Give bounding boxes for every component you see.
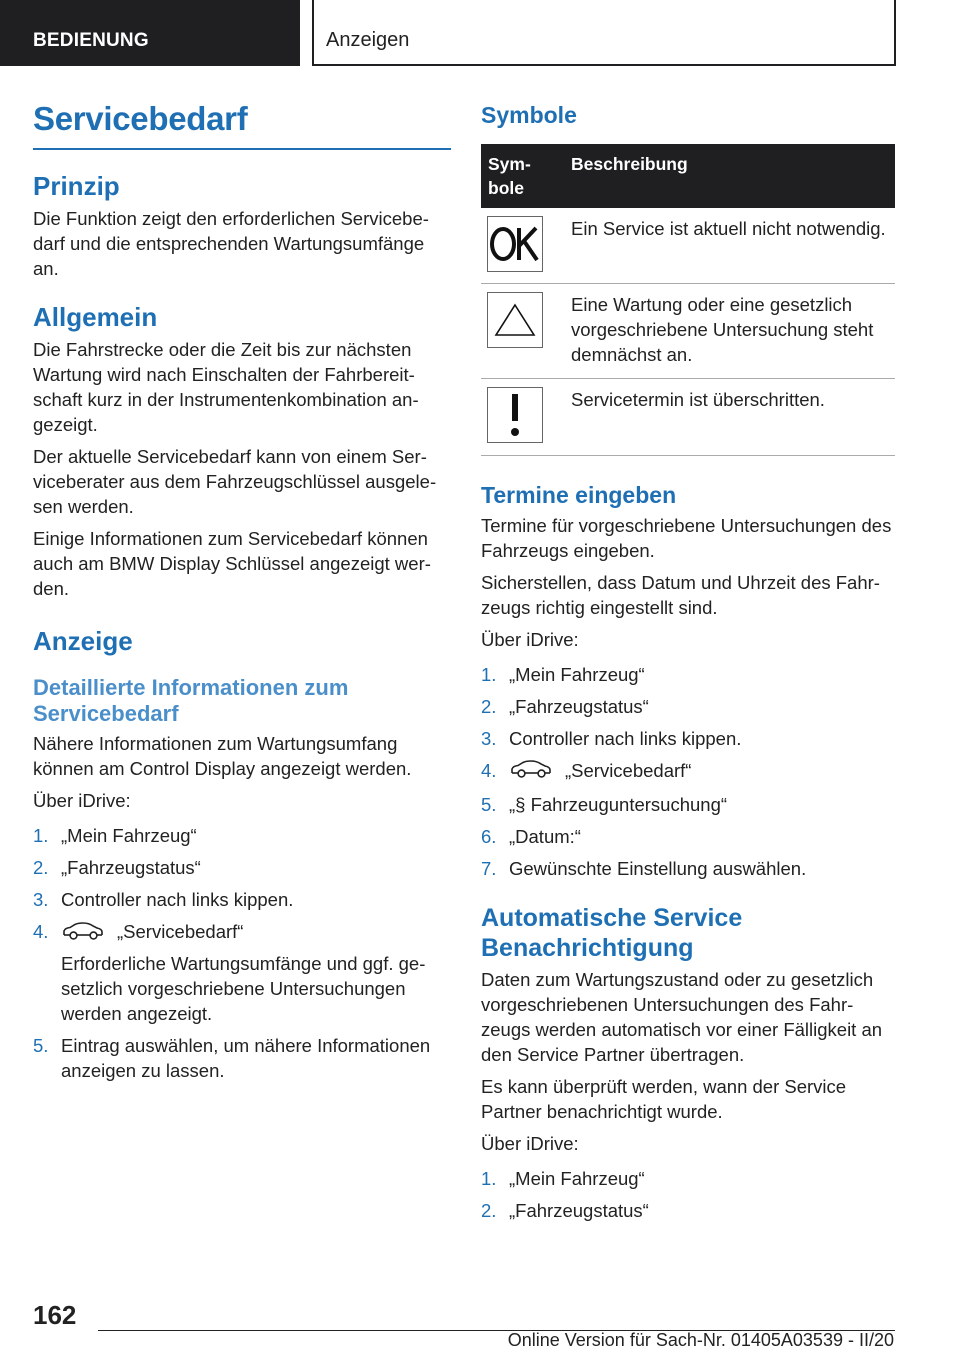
page-number: 162 (33, 1300, 77, 1330)
heading-allgemein: Allgemein (33, 301, 158, 332)
allgemein-text-1: Die Fahrstrecke oder die Zeit bis zur nächsten Wartung wird nach Einschalten der Fahrbereitschaft kurz in der Instrumentenkombination angezeigt. (33, 338, 419, 435)
list-item: 1. „Mein Fahrzeug“ (33, 825, 197, 847)
left-column (33, 100, 451, 1090)
auto-text-2: Es kann überprüft werden, wann der Service Partner benachrichtigt wurde. (481, 1076, 847, 1123)
right-column (481, 102, 895, 1230)
warning-triangle-icon (487, 292, 543, 348)
table-row (481, 208, 895, 284)
heading-symbole: Symbole (481, 102, 577, 128)
heading-prinzip: Prinzip (33, 171, 120, 201)
termine-text-1: Termine für vorgeschriebene Untersuchungen des Fahrzeugs eingeben. (481, 515, 892, 562)
list-item: 3. Controller nach links kippen. (481, 728, 742, 750)
exclamation-icon (487, 387, 543, 443)
symbol-description: Servicetermin ist überschritten. (564, 378, 895, 455)
symbol-description: Eine Wartung oder eine gesetzlich vorgeschriebene Untersuchung steht demnächst an. (564, 283, 895, 378)
subheading-detaillierte-info: Detaillierte Informationen zum Servicebedarf (33, 674, 349, 727)
termine-steps (481, 662, 895, 881)
list-item: 1. „Mein Fahrzeug“ (481, 664, 645, 686)
table-header-symbol: Symbole (481, 144, 564, 208)
list-item: 2. „Fahrzeugstatus“ (481, 1200, 649, 1222)
table-header-description: Beschreibung (564, 144, 895, 208)
list-item: 3. Controller nach links kippen. (33, 889, 294, 911)
anzeige-text: Nähere Informationen zum Wartungsumfang können am Control Display angezeigt werden. (33, 733, 412, 780)
allgemein-text-2: Der aktuelle Servicebedarf kann von einem Serviceberater aus dem Fahrzeugschlüssel ausgelesen werden. (33, 445, 437, 517)
auto-steps (481, 1166, 895, 1223)
anzeige-steps (33, 823, 451, 1082)
auto-text-1: Daten zum Wartungszustand oder zu gesetzlich vorgeschriebenen Untersuchungen des Fahrzeugs werden automatisch vor einer Fälligkeit an den Service Partner übertragen. (481, 969, 883, 1066)
list-item: 5. „§ Fahrzeuguntersuchung“ (481, 794, 728, 816)
termine-idrive-label: Über iDrive: (481, 629, 579, 651)
list-item: 4. „Servicebedarf“ Erforderliche Wartungsumfänge und ggf. gesetzlich vorgeschriebene Untersuchungen werden angezeigt. (33, 921, 426, 1024)
heading-auto-benachrichtigung: Automatische Service Benachrichtigung (481, 904, 743, 963)
prinzip-text: Die Funktion zeigt den erforderlichen Servicebedarf und die entsprechenden Wartungsumfänge an. (33, 207, 429, 279)
list-item: 7. Gewünschte Einstellung auswählen. (481, 858, 807, 880)
symbol-table (481, 144, 895, 456)
list-item: 6. „Datum:“ (481, 826, 581, 848)
list-item: 5. Eintrag auswählen, um nähere Informationen anzeigen zu lassen. (33, 1034, 431, 1081)
list-item: 1. „Mein Fahrzeug“ (481, 1168, 645, 1190)
list-item: 2. „Fahrzeugstatus“ (33, 857, 201, 879)
car-icon (61, 921, 105, 947)
car-icon (509, 759, 553, 785)
termine-text-2: Sicherstellen, dass Datum und Uhrzeit des Fahrzeugs richtig eingestellt sind. (481, 572, 880, 619)
chapter-label: Anzeigen (312, 0, 896, 66)
page-title: Servicebedarf (33, 100, 451, 150)
section-label: BEDIENUNG (0, 0, 300, 66)
footer-version: Online Version für Sach-Nr. 01405A03539 - II/20 (507, 1330, 894, 1350)
anzeige-idrive-label: Über iDrive: (33, 790, 131, 812)
table-row (481, 283, 895, 378)
symbol-description: Ein Service ist aktuell nicht notwendig. (564, 208, 895, 284)
list-item: 2. „Fahrzeugstatus“ (481, 696, 649, 718)
table-row (481, 378, 895, 455)
page-header (0, 0, 960, 66)
heading-termine: Termine eingeben (481, 481, 677, 508)
heading-anzeige: Anzeige (33, 625, 133, 656)
allgemein-text-3: Einige Informationen zum Servicebedarf können auch am BMW Display Schlüssel angezeigt werden. (33, 527, 431, 599)
ok-icon (487, 216, 543, 272)
list-item: 4. „Servicebedarf“ (481, 758, 895, 785)
auto-idrive-label: Über iDrive: (481, 1133, 579, 1155)
